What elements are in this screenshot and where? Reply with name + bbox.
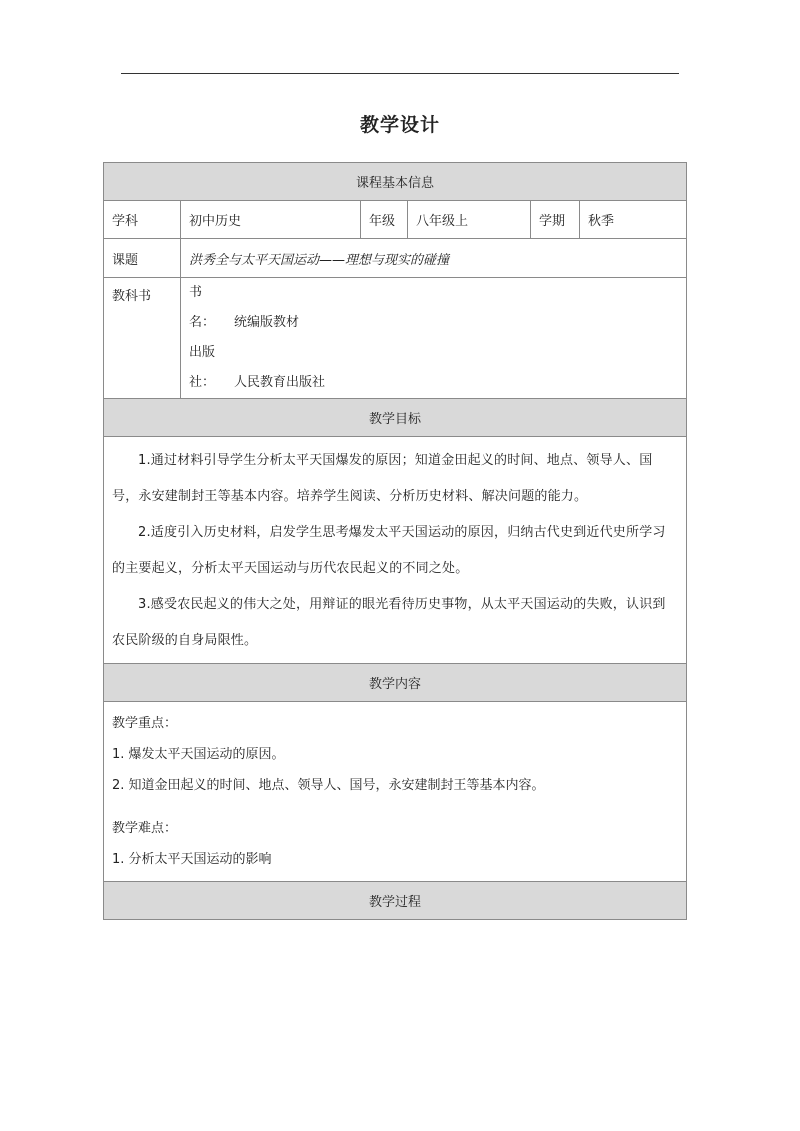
process-header-row bbox=[104, 882, 687, 920]
header-rule bbox=[121, 73, 679, 74]
grade-value: 八年级上 bbox=[408, 201, 531, 239]
content-header-row bbox=[104, 664, 687, 702]
objective-item: 3.感受农民起义的伟大之处，用辩证的眼光看待历史事物，从太平天国运动的失败，认识到农民阶级的自身局限性。 bbox=[112, 597, 666, 648]
topic-label: 课题 bbox=[104, 239, 181, 278]
subject-label: 学科 bbox=[104, 201, 181, 239]
basic-info-header: 课程基本信息 bbox=[104, 163, 687, 201]
objectives-header-row bbox=[104, 399, 687, 437]
objectives-row bbox=[104, 437, 687, 664]
spacer bbox=[112, 801, 678, 813]
textbook-row bbox=[104, 278, 687, 399]
grade-label: 年级 bbox=[361, 201, 408, 239]
difficulties-label: 教学难点： bbox=[112, 821, 178, 836]
lesson-plan-table bbox=[103, 162, 687, 920]
objectives-header: 教学目标 bbox=[104, 399, 687, 437]
objective-item: 2.适度引入历史材料，启发学生思考爆发太平天国运动的原因，归纳古代史到近代史所学习的主要起义，分析太平天国运动与历代农民起义的不同之处。 bbox=[112, 525, 666, 576]
objectives-body bbox=[104, 437, 687, 664]
term-value: 秋季 bbox=[580, 201, 687, 239]
document-title: 教学设计 bbox=[359, 114, 440, 136]
key-point-item: 2. 知道金田起义的时间、地点、领导人、国号，永安建制封王等基本内容。 bbox=[112, 778, 545, 793]
publisher-value: 人民教育出版社 bbox=[234, 375, 326, 390]
topic-row bbox=[104, 239, 687, 278]
process-header: 教学过程 bbox=[104, 882, 687, 920]
key-point-item: 1. 爆发太平天国运动的原因。 bbox=[112, 747, 285, 762]
basic-info-header-row bbox=[104, 163, 687, 201]
subject-value: 初中历史 bbox=[181, 201, 361, 239]
content-row bbox=[104, 702, 687, 882]
publisher-label: 出版社： bbox=[189, 345, 216, 390]
book-name-value: 统编版教材 bbox=[234, 315, 300, 330]
subject-grade-term-row bbox=[104, 201, 687, 239]
book-name-line bbox=[189, 278, 678, 338]
content-header: 教学内容 bbox=[104, 664, 687, 702]
publisher-line bbox=[189, 338, 678, 398]
objective-item: 1.通过材料引导学生分析太平天国爆发的原因；知道金田起义的时间、地点、领导人、国号，永安建制封王等基本内容。培养学生阅读、分析历史材料、解决问题的能力。 bbox=[112, 453, 653, 504]
textbook-info bbox=[181, 278, 687, 399]
book-name-label: 书 名： bbox=[189, 285, 216, 330]
key-points-label: 教学重点： bbox=[112, 716, 178, 731]
content-body bbox=[104, 702, 687, 882]
difficulty-item: 1. 分析太平天国运动的影响 bbox=[112, 852, 272, 867]
textbook-label: 教科书 bbox=[104, 278, 181, 399]
term-label: 学期 bbox=[531, 201, 580, 239]
topic-value: 洪秀全与太平天国运动——理想与现实的碰撞 bbox=[181, 239, 687, 278]
